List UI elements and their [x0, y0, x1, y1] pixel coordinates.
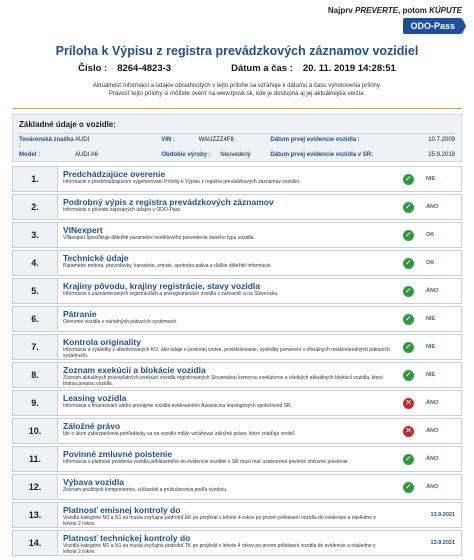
check-item: [12, 250, 462, 276]
item-description: Vozidlá kategórie M1 a N1 sa musia zvyčajne podrobiť EK po prvýkrát v lehote 4 rokov po prvom prihlásení vozidla do evidencie a následne v lehote 2 rokov.: [63, 515, 376, 527]
item-status: [395, 279, 461, 303]
status-text: ÁNO: [426, 400, 439, 406]
date-label: Dátum a čas :: [231, 63, 293, 74]
cross-circle-icon: ✕: [403, 398, 414, 409]
item-number: 7.: [13, 335, 58, 359]
item-title: Povinné zmluvné poistenie: [63, 449, 173, 459]
check-list: [12, 166, 462, 558]
check-item: [12, 194, 462, 220]
odo-pass-logo: ODO-Pass: [403, 18, 462, 34]
item-description: Informácia o financovaní alebo prenájme vozidla evidovaného Asociáciou leasingových spoločností SR.: [63, 403, 293, 409]
period-value: Neuvedený: [220, 152, 251, 158]
basic-vehicle-info: [12, 114, 462, 162]
item-title: Platnosť technickej kontroly do: [63, 533, 191, 543]
item-title: Leasing vozidla: [63, 393, 127, 403]
item-status: [395, 223, 461, 247]
check-item: [12, 362, 462, 388]
check-circle-icon: ✓: [403, 454, 414, 465]
date-value: 20. 11. 2019 14:28:51: [302, 63, 396, 74]
check-item: [12, 278, 462, 304]
item-status: [395, 503, 461, 527]
item-description: Informácie o zaznamenaných registráciách a preregistráciách vozidla v zahraničí a na Slovensku.: [63, 291, 279, 297]
item-number: 4.: [13, 251, 58, 275]
validity-notice: Aktuálnosť informácií a údajov obsiahnutých v tejto prílohe sa vzťahuje k dátumu a času vyhotovenia prílohy. Pravosť tejto prílohy si môžete overiť na www.tpsvk.sk, kde je dostupná aj jej aktuálnejšia verzia.: [92, 83, 382, 98]
item-number: 9.: [13, 391, 58, 415]
item-description: Parametre motora, prevodovky, karosérie, emisie, spotreba paliva a ďalšie dôležité informácie.: [63, 263, 272, 269]
item-number: 6.: [13, 307, 58, 331]
check-circle-icon: ✓: [403, 370, 414, 381]
item-description: Overenie vozidla v národných pátracích systémoch.: [63, 319, 178, 325]
status-text: NIE: [426, 176, 436, 182]
check-circle-icon: ✓: [403, 174, 414, 185]
item-description: Zoznam aktuálnych právoplatných exekúcií vozidla registrovaných Slovenskou komorou exekútorov a všetkých aktuálnych blokácií vozidla, ktoré bránia prepisu vozidla.: [63, 375, 383, 387]
status-text: ÁNO: [426, 484, 439, 490]
item-number: 10.: [13, 419, 58, 443]
item-title: Predchádzajúce overenie: [63, 169, 166, 179]
item-status: [395, 447, 461, 471]
basic-info-row-2: Model : AUDI A6 Obdobie výroby : Neuvedený Dátum prvej evidencie vozidla v SR: 25.9.2019: [19, 152, 455, 158]
check-circle-icon: ✓: [403, 202, 414, 213]
check-item: [12, 222, 462, 248]
item-title: Podrobný výpis z registra prevádzkových záznamov: [63, 197, 274, 207]
item-description: Zoznam použitých komponentov, súčiastok a príslušenstva podľa výrobcu.: [63, 487, 228, 493]
check-item: [12, 474, 462, 500]
first-reg-sr-value: 25.9.2019: [428, 152, 455, 158]
slogan: Najprv PREVERTE, potom KÚPUTE: [327, 6, 462, 15]
item-description: VINexpert špecifikuje dôležité parametre modelového prevedenia daného typu vozidla.: [63, 235, 255, 241]
item-title: Pátranie: [63, 309, 97, 319]
status-text: NIE: [426, 344, 436, 350]
check-item: [12, 446, 462, 472]
item-number: 1.: [13, 167, 58, 191]
item-title: Technické údaje: [63, 253, 129, 263]
item-description: Informácie a výsledky z absolvovaných KO, ako údaje o povinnej vrstve, protokolovanie, výsledky preverení v oficiálnych medzinárodných pátracích systémoch.: [63, 347, 390, 359]
status-text: ÁNO: [426, 204, 439, 210]
item-number: 3.: [13, 223, 58, 247]
first-reg-value: 10.7.2009: [428, 137, 455, 143]
status-text: NIE: [426, 372, 436, 378]
item-title: Krajiny pôvodu, krajiny registrácie, stavy vozidla: [63, 281, 260, 291]
basic-info-row-1: Továrenská značka : AUDI VIN : WAUZZZ4F8 Dátum prvej evidencie vozidla : 10.7.2009: [19, 137, 455, 149]
item-status: [395, 335, 461, 359]
item-status: [395, 363, 461, 387]
status-text: OK: [426, 232, 435, 238]
item-description: Informácia o platnosti poistenia vozidla prihláseného do evidencie vozidiel v SR musí mať uzatvorené povinné zmluvné poistenie.: [63, 459, 349, 465]
check-circle-icon: ✓: [403, 286, 414, 297]
item-status: [395, 419, 461, 443]
document-meta: [0, 63, 474, 74]
item-title: Kontrola originality: [63, 337, 141, 347]
item-number: 2.: [13, 195, 58, 219]
check-circle-icon: ✓: [403, 314, 414, 325]
item-description: Ide o úkon zabezpečenia pohľadávky sa na vozidlo môže vzťahovať záložné právo, ktoré zriaďuje veriteľ.: [63, 431, 296, 437]
check-circle-icon: ✓: [403, 258, 414, 269]
check-item: [12, 166, 462, 192]
item-title: Výbava vozidla: [63, 477, 124, 487]
check-circle-icon: ✓: [403, 230, 414, 241]
check-circle-icon: ✓: [403, 482, 414, 493]
valid-until-date: 13.9.2021: [430, 512, 455, 518]
status-text: NIE: [426, 316, 436, 322]
number-label: Číslo :: [78, 63, 108, 74]
item-description: Informácie o predchádzajúcom vygenerovaní Prílohy k Výpisu z registra prevádzkových záznamov vozidiel.: [63, 179, 301, 185]
status-text: ÁNO: [426, 288, 439, 294]
item-description: Vozidlá kategórie M1 a N1 sa musia zvyčajne podrobiť TK po prvýkrát v lehote 4 rokov po prvom prihlásení vozidla do evidencie a následne v lehote 2 rokov.: [63, 543, 376, 555]
item-title: Zoznam exekúcií a blokácie vozidla: [63, 365, 206, 375]
item-status: [395, 167, 461, 191]
brand-value: AUDI: [74, 137, 90, 143]
status-text: OK: [426, 260, 435, 266]
page-title: Príloha k Výpisu z registra prevádzkových záznamov vozidiel: [55, 44, 419, 58]
header-brand: [328, 6, 462, 34]
vin-value: WAUZZZ4F8: [198, 137, 234, 143]
check-item: [12, 418, 462, 444]
status-text: ÁNO: [426, 456, 439, 462]
item-status: [395, 475, 461, 499]
check-item: [12, 530, 462, 556]
valid-until-date: 13.9.2021: [430, 540, 455, 546]
item-status: [395, 195, 461, 219]
item-number: 11.: [13, 447, 58, 471]
item-status: [395, 531, 461, 555]
item-status: [395, 391, 461, 415]
item-description: Informácie o pôvode zapísaných údajov v ODO-Pass: [63, 207, 181, 213]
check-item: [12, 306, 462, 332]
header-divider: [12, 108, 462, 109]
item-status: [395, 251, 461, 275]
item-title: Platnosť emisnej kontroly do: [63, 505, 181, 515]
number-value: 8264-4823-3: [117, 63, 172, 74]
item-number: 13.: [13, 503, 58, 527]
item-number: 12.: [13, 475, 58, 499]
check-item: [12, 390, 462, 416]
item-number: 14.: [13, 531, 58, 555]
item-number: 5.: [13, 279, 58, 303]
check-item: [12, 502, 462, 528]
model-value: AUDI A6: [74, 152, 98, 158]
check-circle-icon: ✓: [403, 342, 414, 353]
check-item: [12, 334, 462, 360]
cross-circle-icon: ✕: [403, 426, 414, 437]
item-status: [395, 307, 461, 331]
item-number: 8.: [13, 363, 58, 387]
status-text: ÁNO: [426, 428, 439, 434]
item-title: Záložné právo: [63, 421, 121, 431]
basic-info-title: Základné údaje o vozidle:: [19, 120, 116, 129]
document-header: [0, 44, 474, 98]
item-title: VINexpert: [63, 225, 103, 235]
